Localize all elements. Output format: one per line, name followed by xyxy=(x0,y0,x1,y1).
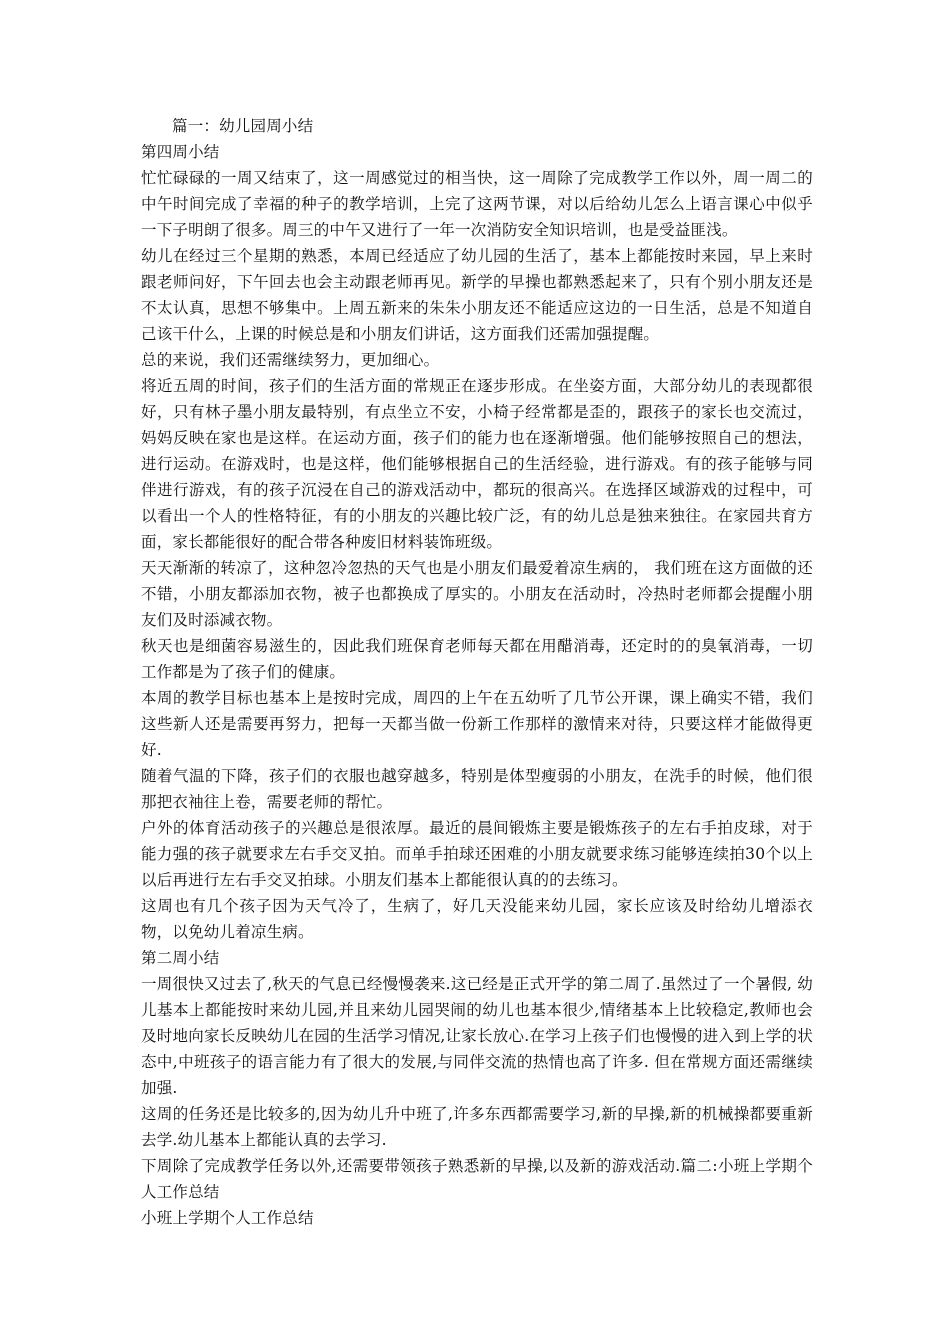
document-title: 篇一：幼儿园周小结 xyxy=(172,117,314,135)
paragraph: 这周也有几个孩子因为天气冷了，生病了，好几天没能来幼儿园，家长应该及时给幼儿增添衣物，以免幼儿着凉生病。 xyxy=(141,897,813,941)
paragraph: 天天渐渐的转凉了，这种忽冷忽热的天气也是小朋友们最爱着凉生病的， 我们班在这方面做的还不错，小朋友都添加衣物，被子也都换成了厚实的。小朋友在活动时，冷热时老师都会提醒小朋友们及时添减衣物。 xyxy=(141,559,813,629)
document-page xyxy=(141,113,813,1231)
paragraph: 总的来说，我们还需继续努力，更加细心。 xyxy=(141,351,440,369)
paragraph: 幼儿在经过三个星期的熟悉，本周已经适应了幼儿园的生活了，基本上都能按时来园，早上来时跟老师问好，下午回去也会主动跟老师再见。新学的早操也都熟悉起来了，只有个别小朋友还是不太认真，思想不够集中。上周五新来的朱朱小朋友还不能适应这边的一日生活，总是不知道自己该干什么，上课的时候总是和小朋友们讲话，这方面我们还需加强提醒。 xyxy=(141,247,813,343)
section-heading-semester-summary: 小班上学期个人工作总结 xyxy=(141,1209,314,1227)
paragraph: 本周的教学目标也基本上是按时完成，周四的上午在五幼听了几节公开课，课上确实不错，我们这些新人还是需要再努力，把每一天都当做一份新工作那样的激情来对待，只要这样才能做得更好. xyxy=(141,689,813,759)
paragraph: 忙忙碌碌的一周又结束了，这一周感觉过的相当快，这一周除了完成教学工作以外，周一周二的中午时间完成了幸福的种子的教学培训，上完了这两节课，对以后给幼儿怎么上语言课心中似乎一下子明朗了很多。周三的中午又进行了一年一次消防安全知识培训，也是受益匪浅。 xyxy=(141,169,813,239)
paragraph: 下周除了完成教学任务以外,还需要带领孩子熟悉新的早操,以及新的游戏活动.篇二:小班上学期个人工作总结 xyxy=(141,1157,813,1201)
section-heading-week-2: 第二周小结 xyxy=(141,949,220,967)
paragraph: 户外的体育活动孩子的兴趣总是很浓厚。最近的晨间锻炼主要是锻炼孩子的左右手拍皮球，对于能力强的孩子就要求左右手交叉拍。而单手拍球还困难的小朋友就要求练习能够连续拍30个以上以后再进行左右手交叉拍球。小朋友们基本上都能很认真的的去练习。 xyxy=(141,819,813,889)
paragraph: 随着气温的下降，孩子们的衣服也越穿越多，特别是体型瘦弱的小朋友，在洗手的时候，他们很那把衣袖往上卷，需要老师的帮忙。 xyxy=(141,767,813,811)
paragraph: 这周的任务还是比较多的,因为幼儿升中班了,许多东西都需要学习,新的早操,新的机械操都要重新去学.幼儿基本上都能认真的去学习. xyxy=(141,1105,813,1149)
paragraph: 秋天也是细菌容易滋生的，因此我们班保育老师每天都在用醋消毒，还定时的的臭氧消毒，一切工作都是为了孩子们的健康。 xyxy=(141,637,813,681)
section-heading-week-4: 第四周小结 xyxy=(141,143,220,161)
paragraph: 一周很快又过去了,秋天的气息已经慢慢袭来.这已经是正式开学的第二周了.虽然过了一个暑假, 幼儿基本上都能按时来幼儿园,并且来幼儿园哭闹的幼儿也基本很少,情绪基本上比较稳定,教师也会及时地向家长反映幼儿在园的生活学习情况,让家长放心.在学习上孩子们也慢慢的进入到上学的状态中,中班孩子的语言能力有了很大的发展,与同伴交流的热情也高了许多. 但在常规方面还需继续加强. xyxy=(141,975,813,1097)
paragraph: 将近五周的时间，孩子们的生活方面的常规正在逐步形成。在坐姿方面，大部分幼儿的表现都很好，只有林子墨小朋友最特别，有点坐立不安，小椅子经常都是歪的，跟孩子的家长也交流过，妈妈反映在家也是这样。在运动方面，孩子们的能力也在逐渐增强。他们能够按照自己的想法，进行运动。在游戏时，也是这样，他们能够根据自己的生活经验，进行游戏。有的孩子能够与同伴进行游戏，有的孩子沉浸在自己的游戏活动中，都玩的很高兴。在选择区域游戏的过程中，可以看出一个人的性格特征，有的小朋友的兴趣比较广泛，有的幼儿总是独来独往。在家园共育方面，家长都能很好的配合带各种废旧材料装饰班级。 xyxy=(141,377,813,551)
